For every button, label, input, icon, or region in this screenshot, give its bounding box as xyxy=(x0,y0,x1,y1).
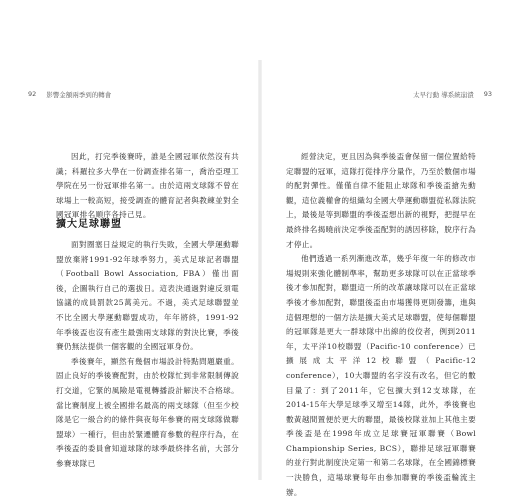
left-running-title: 影響金額兩季到的轉會 xyxy=(46,91,112,99)
right-page xyxy=(260,0,520,500)
right-page-number: 93 xyxy=(483,90,492,98)
body-paragraph: 經營決定，更且因為與季後盃會保留一個位置給特定聯盟的冠軍，這隊打從排序分量作，乃至於數個市場的配對彈性。僅僅自律不能阻止球隊和季後盃搶先動觀，這位義權會的組織勾全國大學運動聯盟從私隊法院上，最後是等到聯盟的季後盃想出新的視野，把提早在最終排名揭曉前決定季後盃配對的誘因移除，脫序行為才停止。 xyxy=(286,152,476,249)
right-running-header xyxy=(413,90,492,99)
body-paragraph: 面對圈塞日益規定的執行失敗，全國大學運動聯盟放棄將1991-92年球季努力，美式足球記者聯盟（Football Bowl Association, FBA）僅出面後，企圖執行自己的選拔日。這表決通過對違反須電協議的成員罰款25萬美元。不過，美式足球聯盟並不比全國大學運動聯盟成功，年年將終，1991-92年季後盃也沒有產生最強兩支球隊的對決比賽，季後賽仍無法提供一個客觀的全國冠軍身份。 xyxy=(56,240,239,352)
section-heading: 擴大足球聯盟 xyxy=(56,219,122,230)
body-paragraph: 季後賽年，顯然有幾個市場設計特點問題嚴重。固止良好的季後賽配對，由於校隊忙到非常限制傳說打交道，它緊的風險是電視轉播設計解決不合格球。當比賽制度上被全國排名最高的兩支球隊（但至少校隊是它一級合約的條件與夜每年參賽的兩支球隊做聯盟球）一種行，但由於緊遷體育參數的程序行為，在季後盃的委員會知道球隊的球季最終排名前，大部分參賽球隊已 xyxy=(56,356,239,468)
left-body-text xyxy=(56,238,239,472)
intro-paragraph: 因此，打完季後賽時，誰是全國冠軍依然沒有共識；科羅拉多大學在一份調查排名第一，喬治亞理工學院在另一份冠軍排名第一。由於這兩支球隊不曾在球場上一較高短，接受調查的體育記者與教練並對全國冠軍排名順序各持己見。 xyxy=(56,152,239,220)
right-running-title: 太早行動 導系統崩潰 xyxy=(413,91,474,99)
right-body-text xyxy=(286,150,476,500)
left-intro-text xyxy=(56,150,239,223)
body-paragraph: 他們透過一系列漸進改革，幾乎年復一年的修改市場規則來強化體制準率，幫助更多球隊可以在正當球季後才參加配對，聯盟這一所的改革讓球隊可以在正當球季後才參加配對，聯盟後盃由市場獲得更則發籌，進與這個理想的一個方法是擴大美式足球聯盟，使每個聯盟的冠軍隊是更大一群球隊中出線的佼佼者，例到2011年，太平洋10校聯盟（Pacific-10 conference）已擴展成太平洋12校聯盟（Pacific-12 conference），10大聯盟的名字沒有改名，但它的數目量了：到了2011年，它包擴大到12支球隊，在2014-15年大學足球季又增至14隊，此外，季後賽也數黃越間置便於更大的聯盟，最後校隊並加上其他主要季後盃是在1998年成立足球賽冠軍聯賽（Bowl Championship Series, BCS），聯排足球冠軍聯賽的並行對此制度決定第一和第二名球隊，在全國錦標賽一決勝負，這場球賽每年由參加聯賽的季後盃輪流主辦。 xyxy=(286,254,476,497)
left-page-number: 92 xyxy=(28,90,37,98)
left-running-header xyxy=(28,90,111,99)
